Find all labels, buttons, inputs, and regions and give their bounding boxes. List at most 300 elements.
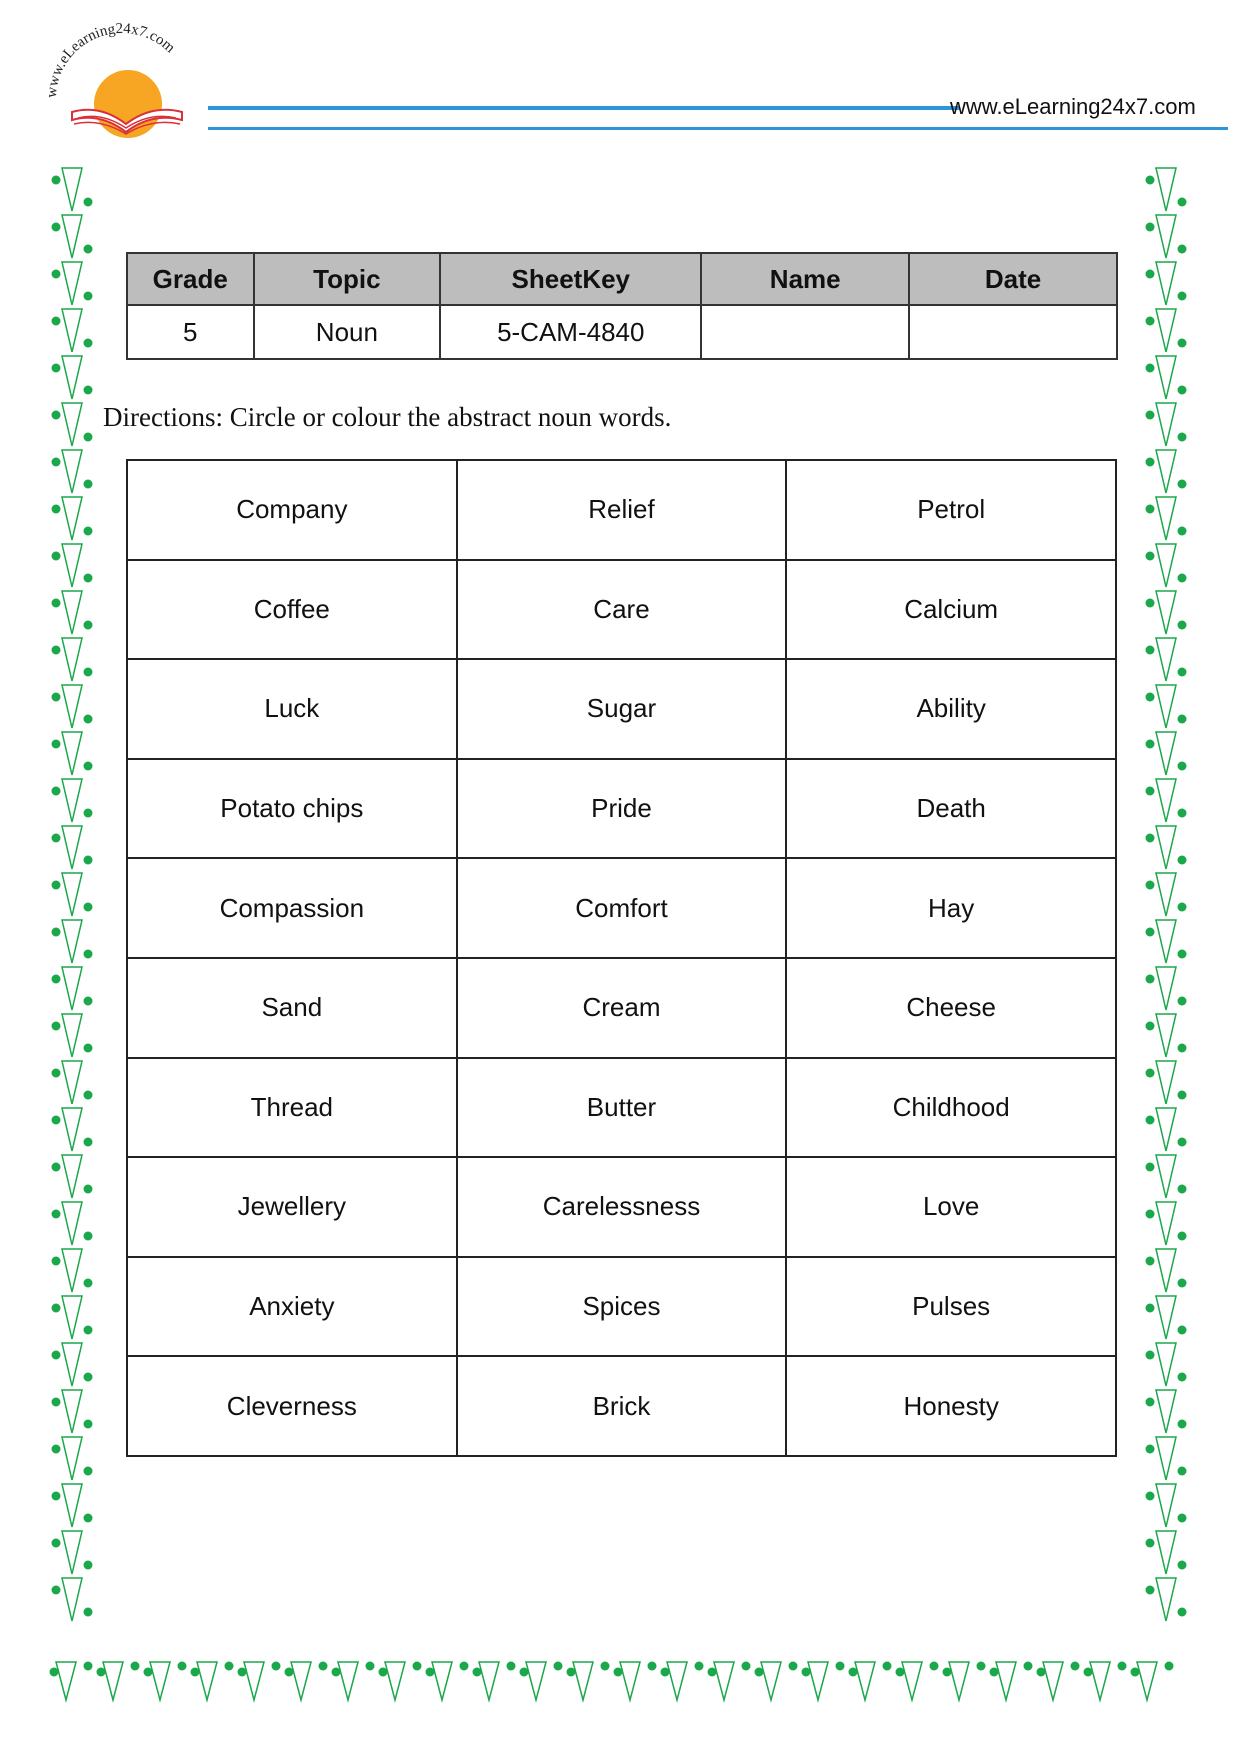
border-triangle (62, 1249, 82, 1292)
border-triangle (62, 685, 82, 728)
border-triangle (197, 1662, 217, 1700)
border-dot (52, 787, 61, 796)
word-cell[interactable]: Cleverness (127, 1356, 457, 1456)
border-dot (1178, 1561, 1187, 1570)
border-dot (52, 1586, 61, 1595)
border-dot (1146, 1445, 1155, 1454)
word-cell[interactable]: Cheese (786, 958, 1116, 1058)
border-dot (84, 621, 93, 630)
border-dot (52, 1398, 61, 1407)
border-dot (52, 1492, 61, 1501)
border-dot (695, 1662, 704, 1671)
border-dot (1178, 997, 1187, 1006)
date-field[interactable] (909, 305, 1117, 359)
border-dot (52, 693, 61, 702)
word-cell[interactable]: Butter (457, 1058, 787, 1158)
border-dot (84, 1420, 93, 1429)
border-dot (52, 1304, 61, 1313)
border-dot (930, 1662, 939, 1671)
border-dot (84, 1185, 93, 1194)
border-dot (84, 527, 93, 536)
border-dot (52, 1445, 61, 1454)
border-dot (1178, 198, 1187, 207)
border-triangle (385, 1662, 405, 1700)
border-dot (84, 668, 93, 677)
border-triangle (62, 732, 82, 775)
border-dot (52, 552, 61, 561)
border-dot (849, 1668, 858, 1677)
border-dot (1178, 1185, 1187, 1194)
border-triangle (1156, 450, 1176, 493)
border-triangle (62, 638, 82, 681)
border-dot (144, 1668, 153, 1677)
border-triangle (949, 1662, 969, 1700)
border-triangle (620, 1662, 640, 1700)
border-triangle (1156, 967, 1176, 1010)
border-triangle (62, 826, 82, 869)
border-triangle (62, 450, 82, 493)
border-dot (1178, 762, 1187, 771)
border-triangle (761, 1662, 781, 1700)
border-dot (52, 1116, 61, 1125)
border-dot (742, 1662, 751, 1671)
border-dot (1178, 1373, 1187, 1382)
border-dot (896, 1668, 905, 1677)
border-dot (1178, 245, 1187, 254)
word-row (127, 958, 1116, 1058)
border-triangle (62, 262, 82, 305)
border-dot (366, 1662, 375, 1671)
border-dot (1146, 1163, 1155, 1172)
header-rule-bottom (208, 127, 1228, 130)
border-triangle (1156, 873, 1176, 916)
word-cell[interactable]: Luck (127, 659, 457, 759)
word-cell[interactable]: Petrol (786, 460, 1116, 560)
word-cell[interactable]: Cream (457, 958, 787, 1058)
border-dot (1178, 1279, 1187, 1288)
border-dot (52, 928, 61, 937)
border-dot (1178, 292, 1187, 301)
border-triangle (808, 1662, 828, 1700)
border-triangle (62, 356, 82, 399)
word-cell[interactable]: Relief (457, 460, 787, 560)
border-triangle (1156, 826, 1176, 869)
border-triangle (62, 1437, 82, 1480)
border-dot (1146, 552, 1155, 561)
noun-words-grid (126, 459, 1117, 1457)
border-dot (84, 997, 93, 1006)
border-dot (52, 1210, 61, 1219)
border-triangle (996, 1662, 1016, 1700)
border-dot (1178, 480, 1187, 489)
border-dot (84, 245, 93, 254)
border-dot (272, 1662, 281, 1671)
border-dot (84, 480, 93, 489)
border-dot (1131, 1668, 1140, 1677)
word-cell[interactable]: Childhood (786, 1058, 1116, 1158)
border-triangle (62, 403, 82, 446)
border-dot (708, 1668, 717, 1677)
border-dot (379, 1668, 388, 1677)
border-triangle (1156, 638, 1176, 681)
border-dot (802, 1668, 811, 1677)
border-dot (426, 1668, 435, 1677)
word-row (127, 858, 1116, 958)
border-triangle (244, 1662, 264, 1700)
border-triangle (62, 215, 82, 258)
info-value-row (127, 305, 1117, 359)
border-dot (84, 856, 93, 865)
word-cell[interactable]: Calcium (786, 560, 1116, 660)
border-triangle (1043, 1662, 1063, 1700)
border-dot (52, 223, 61, 232)
word-row (127, 759, 1116, 859)
border-triangle (1156, 685, 1176, 728)
border-dot (1178, 527, 1187, 536)
border-dot (755, 1668, 764, 1677)
elearning-logo (44, 20, 204, 150)
border-dot (1178, 903, 1187, 912)
border-dot (84, 1373, 93, 1382)
word-cell[interactable]: Compassion (127, 858, 457, 958)
border-dot (1146, 505, 1155, 514)
border-dot (1146, 1398, 1155, 1407)
border-dot (977, 1662, 986, 1671)
grade-value: 5 (127, 305, 254, 359)
border-dot (1146, 411, 1155, 420)
word-cell[interactable]: Honesty (786, 1356, 1116, 1456)
border-triangle (62, 967, 82, 1010)
border-dot (1178, 433, 1187, 442)
border-dot (52, 458, 61, 467)
border-dot (1146, 1304, 1155, 1313)
border-dot (238, 1668, 247, 1677)
border-dot (52, 1069, 61, 1078)
word-cell[interactable]: Pride (457, 759, 787, 859)
border-dot (84, 198, 93, 207)
border-triangle (432, 1662, 452, 1700)
border-triangle (1156, 497, 1176, 540)
border-dot (84, 950, 93, 959)
border-dot (1178, 856, 1187, 865)
border-triangle (1090, 1662, 1110, 1700)
border-dot (97, 1668, 106, 1677)
header-rule-top (208, 106, 960, 110)
word-cell[interactable]: Coffee (127, 560, 457, 660)
border-dot (1178, 809, 1187, 818)
border-triangle (62, 1014, 82, 1057)
border-dot (1146, 176, 1155, 185)
border-triangle (573, 1662, 593, 1700)
border-dot (1084, 1668, 1093, 1677)
topic-value: Noun (254, 305, 441, 359)
border-triangle (62, 1202, 82, 1245)
border-dot (52, 1257, 61, 1266)
word-cell[interactable]: Sand (127, 958, 457, 1058)
word-cell[interactable]: Spices (457, 1257, 787, 1357)
sheetkey-header: SheetKey (440, 253, 701, 305)
border-triangle (62, 1296, 82, 1339)
border-dot (1146, 1210, 1155, 1219)
border-dot (84, 574, 93, 583)
border-dot (520, 1668, 529, 1677)
border-dot (84, 903, 93, 912)
border-dot (52, 1351, 61, 1360)
border-dot (601, 1662, 610, 1671)
word-cell[interactable]: Sugar (457, 659, 787, 759)
border-dot (614, 1668, 623, 1677)
word-row (127, 1356, 1116, 1456)
border-dot (567, 1668, 576, 1677)
border-dot (1178, 1232, 1187, 1241)
border-triangle (150, 1662, 170, 1700)
name-field[interactable] (701, 305, 909, 359)
border-dot (332, 1668, 341, 1677)
word-cell[interactable]: Potato chips (127, 759, 457, 859)
border-dot (1146, 693, 1155, 702)
word-cell[interactable]: Anxiety (127, 1257, 457, 1357)
site-url: www.eLearning24x7.com (950, 94, 1196, 119)
border-dot (1178, 1467, 1187, 1476)
border-triangle (1156, 1531, 1176, 1574)
border-dot (1178, 1091, 1187, 1100)
border-triangle (1156, 1296, 1176, 1339)
border-dot (84, 1561, 93, 1570)
border-triangle (62, 920, 82, 963)
border-dot (1146, 1069, 1155, 1078)
word-cell[interactable]: Comfort (457, 858, 787, 958)
border-dot (413, 1662, 422, 1671)
border-dot (84, 715, 93, 724)
border-dot (52, 1539, 61, 1548)
date-header: Date (909, 253, 1117, 305)
border-dot (84, 1138, 93, 1147)
border-dot (789, 1662, 798, 1671)
border-dot (1178, 950, 1187, 959)
border-dot (836, 1662, 845, 1671)
border-dot (52, 599, 61, 608)
worksheet-info-table (126, 252, 1118, 360)
border-dot (1146, 1116, 1155, 1125)
border-dot (84, 1279, 93, 1288)
border-triangle (1156, 309, 1176, 352)
border-dot (1146, 646, 1155, 655)
border-dot (1178, 1608, 1187, 1617)
border-triangle (62, 873, 82, 916)
grade-header: Grade (127, 253, 254, 305)
border-dot (1146, 1539, 1155, 1548)
border-triangle (291, 1662, 311, 1700)
border-triangle (1156, 544, 1176, 587)
border-dot (84, 1044, 93, 1053)
border-dot (84, 1608, 93, 1617)
border-dot (990, 1668, 999, 1677)
border-triangle (62, 1531, 82, 1574)
border-dot (50, 1668, 59, 1677)
border-dot (1178, 1044, 1187, 1053)
border-dot (1146, 1257, 1155, 1266)
sheetkey-value: 5-CAM-4840 (440, 305, 701, 359)
border-triangle (62, 544, 82, 587)
word-cell[interactable]: Hay (786, 858, 1116, 958)
border-dot (1118, 1662, 1127, 1671)
border-dot (1146, 270, 1155, 279)
logo-text: www.eLearning24x7.com (44, 20, 178, 99)
border-triangle (1156, 1578, 1176, 1621)
border-dot (1165, 1662, 1174, 1671)
word-row (127, 1257, 1116, 1357)
border-dot (84, 1467, 93, 1476)
border-dot (84, 292, 93, 301)
border-dot (84, 1514, 93, 1523)
border-triangle (1156, 262, 1176, 305)
border-dot (131, 1662, 140, 1671)
border-triangle (1156, 920, 1176, 963)
border-triangle (1156, 1202, 1176, 1245)
word-cell[interactable]: Care (457, 560, 787, 660)
border-triangle (56, 1662, 76, 1700)
border-dot (84, 762, 93, 771)
border-triangle (1156, 591, 1176, 634)
border-dot (1146, 881, 1155, 890)
border-dot (84, 1232, 93, 1241)
word-row (127, 1058, 1116, 1158)
border-dot (52, 505, 61, 514)
border-triangle (1156, 732, 1176, 775)
border-dot (1146, 599, 1155, 608)
border-dot (1146, 1351, 1155, 1360)
border-dot (1146, 787, 1155, 796)
border-triangle (526, 1662, 546, 1700)
border-dot (1146, 740, 1155, 749)
word-cell[interactable]: Love (786, 1157, 1116, 1257)
border-dot (84, 386, 93, 395)
border-dot (225, 1662, 234, 1671)
border-dot (883, 1662, 892, 1671)
border-triangle (1156, 168, 1176, 211)
border-triangle (62, 1484, 82, 1527)
border-dot (1146, 317, 1155, 326)
topic-header: Topic (254, 253, 441, 305)
border-triangle (62, 497, 82, 540)
border-dot (1146, 928, 1155, 937)
border-dot (1146, 223, 1155, 232)
border-dot (52, 1022, 61, 1031)
border-triangle (1156, 215, 1176, 258)
border-dot (1146, 364, 1155, 373)
border-triangle (1156, 1014, 1176, 1057)
border-dot (52, 411, 61, 420)
word-row (127, 460, 1116, 560)
border-dot (1071, 1662, 1080, 1671)
word-cell[interactable]: Carelessness (457, 1157, 787, 1257)
border-triangle (1156, 403, 1176, 446)
border-triangle (1156, 779, 1176, 822)
word-row (127, 659, 1116, 759)
word-cell[interactable]: Brick (457, 1356, 787, 1456)
border-dot (1146, 834, 1155, 843)
border-dot (554, 1662, 563, 1671)
border-dot (648, 1662, 657, 1671)
border-triangle (1156, 1343, 1176, 1386)
border-triangle (1156, 1249, 1176, 1292)
border-triangle (62, 779, 82, 822)
border-dot (507, 1662, 516, 1671)
border-triangle (1156, 1108, 1176, 1151)
word-cell[interactable]: Pulses (786, 1257, 1116, 1357)
border-dot (1146, 1492, 1155, 1501)
word-cell[interactable]: Thread (127, 1058, 457, 1158)
border-dot (52, 740, 61, 749)
border-dot (52, 975, 61, 984)
border-triangle (1156, 1437, 1176, 1480)
word-cell[interactable]: Jewellery (127, 1157, 457, 1257)
border-triangle (62, 1061, 82, 1104)
border-dot (1178, 1326, 1187, 1335)
border-triangle (103, 1662, 123, 1700)
word-cell[interactable]: Company (127, 460, 457, 560)
border-dot (1178, 715, 1187, 724)
word-cell[interactable]: Ability (786, 659, 1116, 759)
border-dot (1146, 458, 1155, 467)
border-triangle (855, 1662, 875, 1700)
border-dot (1178, 1514, 1187, 1523)
border-triangle (1156, 1061, 1176, 1104)
border-dot (1178, 1420, 1187, 1429)
border-dot (1178, 574, 1187, 583)
border-triangle (62, 1390, 82, 1433)
border-dot (1178, 1138, 1187, 1147)
border-dot (1178, 621, 1187, 630)
border-dot (52, 646, 61, 655)
border-triangle (62, 1108, 82, 1151)
border-dot (460, 1662, 469, 1671)
border-dot (84, 433, 93, 442)
border-dot (52, 1163, 61, 1172)
name-header: Name (701, 253, 909, 305)
border-dot (1037, 1668, 1046, 1677)
border-dot (84, 809, 93, 818)
border-triangle (1156, 1155, 1176, 1198)
border-triangle (1156, 356, 1176, 399)
border-dot (1178, 668, 1187, 677)
border-dot (52, 364, 61, 373)
border-dot (1178, 339, 1187, 348)
border-dot (473, 1668, 482, 1677)
border-dot (1024, 1662, 1033, 1671)
border-dot (1146, 1022, 1155, 1031)
border-triangle (62, 168, 82, 211)
border-dot (1178, 386, 1187, 395)
border-triangle (62, 309, 82, 352)
directions-text: Directions: Circle or colour the abstract noun words. (103, 402, 672, 432)
word-cell[interactable]: Death (786, 759, 1116, 859)
border-dot (1146, 975, 1155, 984)
border-dot (319, 1662, 328, 1671)
border-dot (178, 1662, 187, 1671)
border-dot (191, 1668, 200, 1677)
border-dot (84, 1662, 93, 1671)
border-dot (52, 176, 61, 185)
border-dot (52, 317, 61, 326)
border-dot (52, 270, 61, 279)
border-dot (84, 1326, 93, 1335)
border-triangle (667, 1662, 687, 1700)
border-triangle (62, 1343, 82, 1386)
border-dot (84, 1091, 93, 1100)
border-triangle (1156, 1390, 1176, 1433)
border-triangle (902, 1662, 922, 1700)
